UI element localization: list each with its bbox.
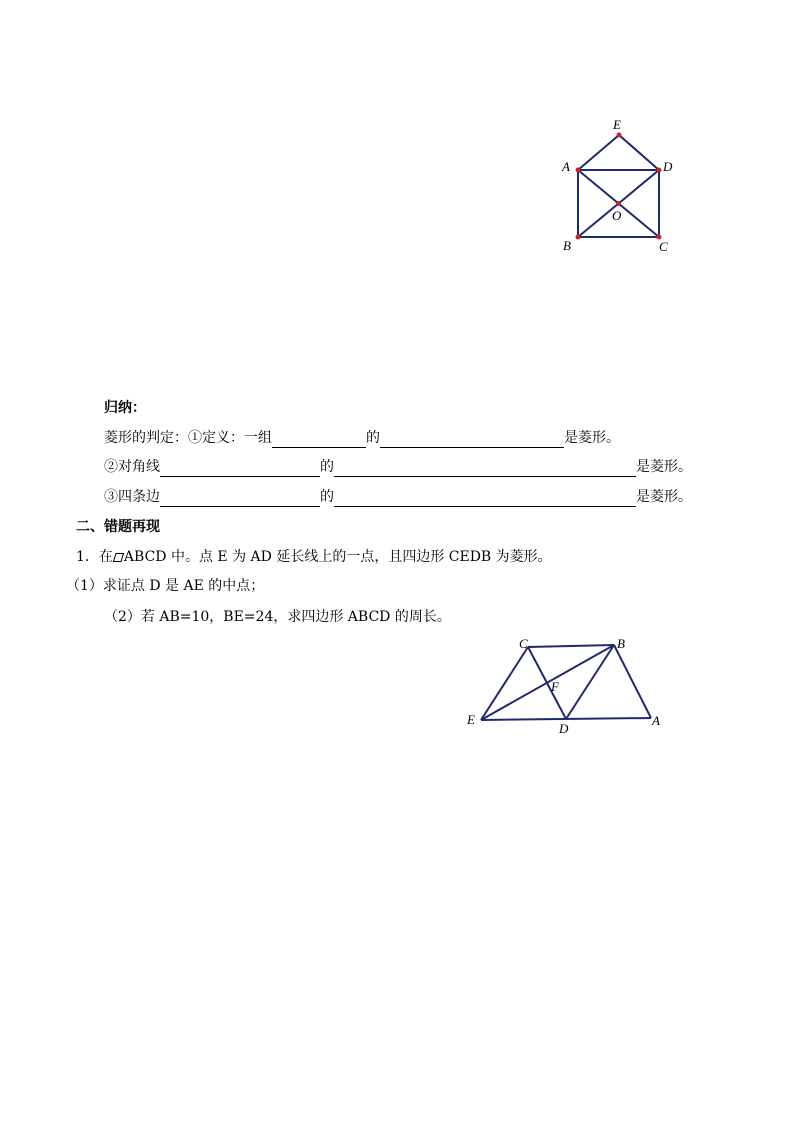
fill-blank-3b[interactable]: [334, 490, 636, 507]
line3-prefix: ③四条边: [104, 489, 160, 505]
line2-mid: 的: [320, 459, 334, 475]
label-e: E: [613, 117, 621, 132]
section2-heading: 二、错题再现: [76, 519, 160, 535]
line3-mid: 的: [320, 489, 334, 505]
label-e: E: [467, 712, 475, 727]
point-b: [576, 235, 581, 240]
summary-line-2: [104, 457, 692, 477]
summary-line-3: [104, 487, 692, 507]
problem1-q1: （1）求证点 D 是 AE 的中点；: [66, 578, 265, 594]
label-c: C: [519, 636, 528, 651]
problem1-intro-before: 1．在: [76, 549, 113, 565]
label-o: O: [612, 208, 622, 223]
label-d: D: [559, 721, 569, 736]
fill-blank-2b[interactable]: [334, 460, 636, 477]
point-e: [617, 133, 622, 138]
segment-bd: [566, 645, 614, 719]
point-a: [576, 168, 581, 173]
problem1-intro: [76, 547, 552, 567]
problem1-intro-after: ABCD 中。点 E 为 AD 延长线上的一点，且四边形 CEDB 为菱形。: [123, 549, 552, 565]
segment-ed: [619, 135, 659, 170]
figure-parallelogram: [462, 632, 672, 742]
segment-ae: [578, 135, 619, 170]
line3-suffix: 是菱形。: [636, 489, 692, 505]
point-d: [657, 168, 662, 173]
segment-eb: [481, 645, 614, 720]
summary-heading: 归纳：: [104, 400, 146, 416]
parallelogram-symbol-icon: [113, 553, 124, 562]
label-a: A: [562, 159, 570, 174]
segment-cb: [528, 645, 614, 647]
line2-prefix: ②对角线: [104, 459, 160, 475]
line1-suffix: 是菱形。: [564, 430, 620, 446]
line1-prefix: 菱形的判定：①定义：一组: [104, 430, 272, 446]
fill-blank-1a[interactable]: [272, 431, 366, 448]
point-o: [616, 201, 621, 206]
fill-blank-1b[interactable]: [380, 431, 564, 448]
label-d: D: [663, 159, 673, 174]
label-c: C: [659, 239, 668, 254]
segment-ce: [481, 647, 528, 720]
label-b: B: [617, 636, 625, 651]
line2-suffix: 是菱形。: [636, 459, 692, 475]
segment-ba: [614, 645, 651, 718]
line1-mid: 的: [366, 430, 380, 446]
label-b: B: [563, 238, 571, 253]
fill-blank-3a[interactable]: [160, 490, 320, 507]
summary-line-1: [104, 428, 620, 448]
label-f: F: [551, 679, 559, 694]
label-a: A: [652, 713, 660, 728]
figure-square-with-triangle: [550, 110, 690, 260]
problem1-q2: （2）若 AB=10，BE=24，求四边形 ABCD 的周长。: [104, 609, 451, 625]
fill-blank-2a[interactable]: [160, 460, 320, 477]
